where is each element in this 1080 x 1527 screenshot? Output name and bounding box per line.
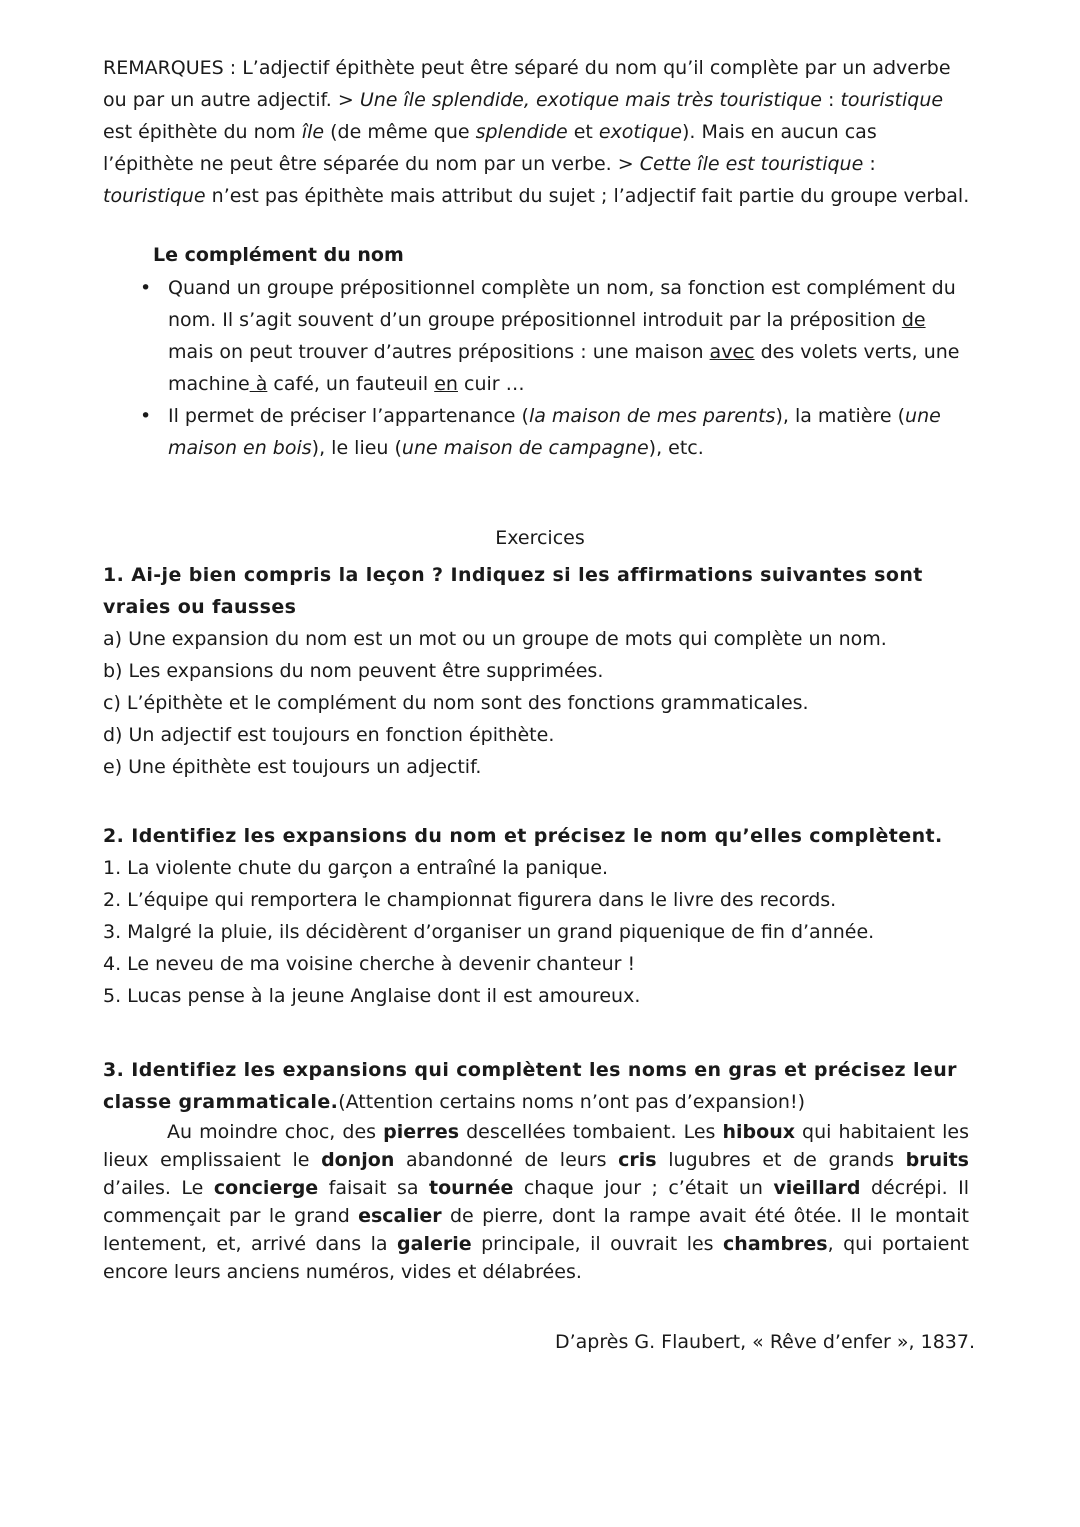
list-item: • Il permet de préciser l’appartenance (la maison de mes parents), la matière (une maison en bois), le lieu (une maison de campagne), etc.: [140, 400, 972, 464]
list-item: 3. Malgré la pluie, ils décidèrent d’organiser un grand piquenique de fin d’année.: [103, 921, 875, 943]
list-item: c) L’épithète et le complément du nom sont des fonctions grammaticales.: [103, 692, 809, 714]
bullet-icon: •: [140, 405, 152, 427]
remarques-paragraph: REMARQUES : L’adjectif épithète peut être séparé du nom qu’il complète par un adverbe ou par un autre adjectif. > Une île splendide, exotique mais très touristique : touristique est épithète du nom île (de même que splendide et exotique). Mais en aucun cas l’épithète ne peut être séparée du nom par un verbe. > Cette île est touristique : touristique n’est pas épithète mais attribut du sujet ; l’adjectif fait partie du groupe verbal.: [103, 57, 970, 207]
exercise-1-title: 1. Ai-je bien compris la leçon ? Indiquez si les affirmations suivantes sont vraies ou fausses: [103, 564, 923, 618]
list-item: 4. Le neveu de ma voisine cherche à devenir chanteur !: [103, 953, 636, 975]
exercise-3: [103, 1054, 973, 1118]
source-attribution: D’après G. Flaubert, « Rêve d’enfer », 1837.: [554, 1331, 975, 1353]
list-item: d) Un adjectif est toujours en fonction épithète.: [103, 724, 555, 746]
bullet-icon: •: [140, 277, 152, 299]
list-item: • Quand un groupe prépositionnel complète un nom, sa fonction est complément du nom. Il s’agit souvent d’un groupe prépositionnel introduit par la préposition de mais on peut trouver d’autres prépositions : une maison avec des volets verts, une machine à café, un fauteuil en cuir …: [140, 272, 972, 400]
exercise-1: [103, 559, 973, 783]
exercise-3-title: 3. Identifiez les expansions qui complètent les noms en gras et précisez leur classe grammaticale.: [103, 1059, 957, 1113]
flaubert-excerpt: Au moindre choc, des pierres descellées tombaient. Les hiboux qui habitaient les lieux emplissaient le donjon abandonné de leurs cris lugubres et de grands bruits d’ailes. Le concierge faisait sa tournée chaque jour ; c’était un vieillard décrépi. Il commençait par le grand escalier de pierre, dont la rampe avait été ôtée. Il le montait lentement, et, arrivé dans la galerie principale, il ouvrait les chambres, qui portaient encore leurs anciens numéros, vides et délabrées.: [103, 1121, 970, 1283]
list-item: 5. Lucas pense à la jeune Anglaise dont il est amoureux.: [103, 985, 641, 1007]
exercise-2: [103, 820, 973, 1012]
list-item: b) Les expansions du nom peuvent être supprimées.: [103, 660, 604, 682]
exercise-2-title: 2. Identifiez les expansions du nom et précisez le nom qu’elles complètent.: [103, 825, 943, 847]
list-item: 1. La violente chute du garçon a entraîné la panique.: [103, 857, 609, 879]
exercise-3-note: (Attention certains noms n’ont pas d’expansion!): [338, 1091, 805, 1113]
list-item: e) Une épithète est toujours un adjectif.: [103, 756, 482, 778]
remarques-label: REMARQUES :: [103, 57, 237, 79]
complement-du-nom-list: [140, 272, 972, 464]
list-item: a) Une expansion du nom est un mot ou un groupe de mots qui complète un nom.: [103, 628, 887, 650]
exercices-title: Exercices: [495, 527, 585, 549]
complement-du-nom-heading: Le complément du nom: [153, 244, 404, 266]
list-item: 2. L’équipe qui remportera le championnat figurera dans le livre des records.: [103, 889, 837, 911]
